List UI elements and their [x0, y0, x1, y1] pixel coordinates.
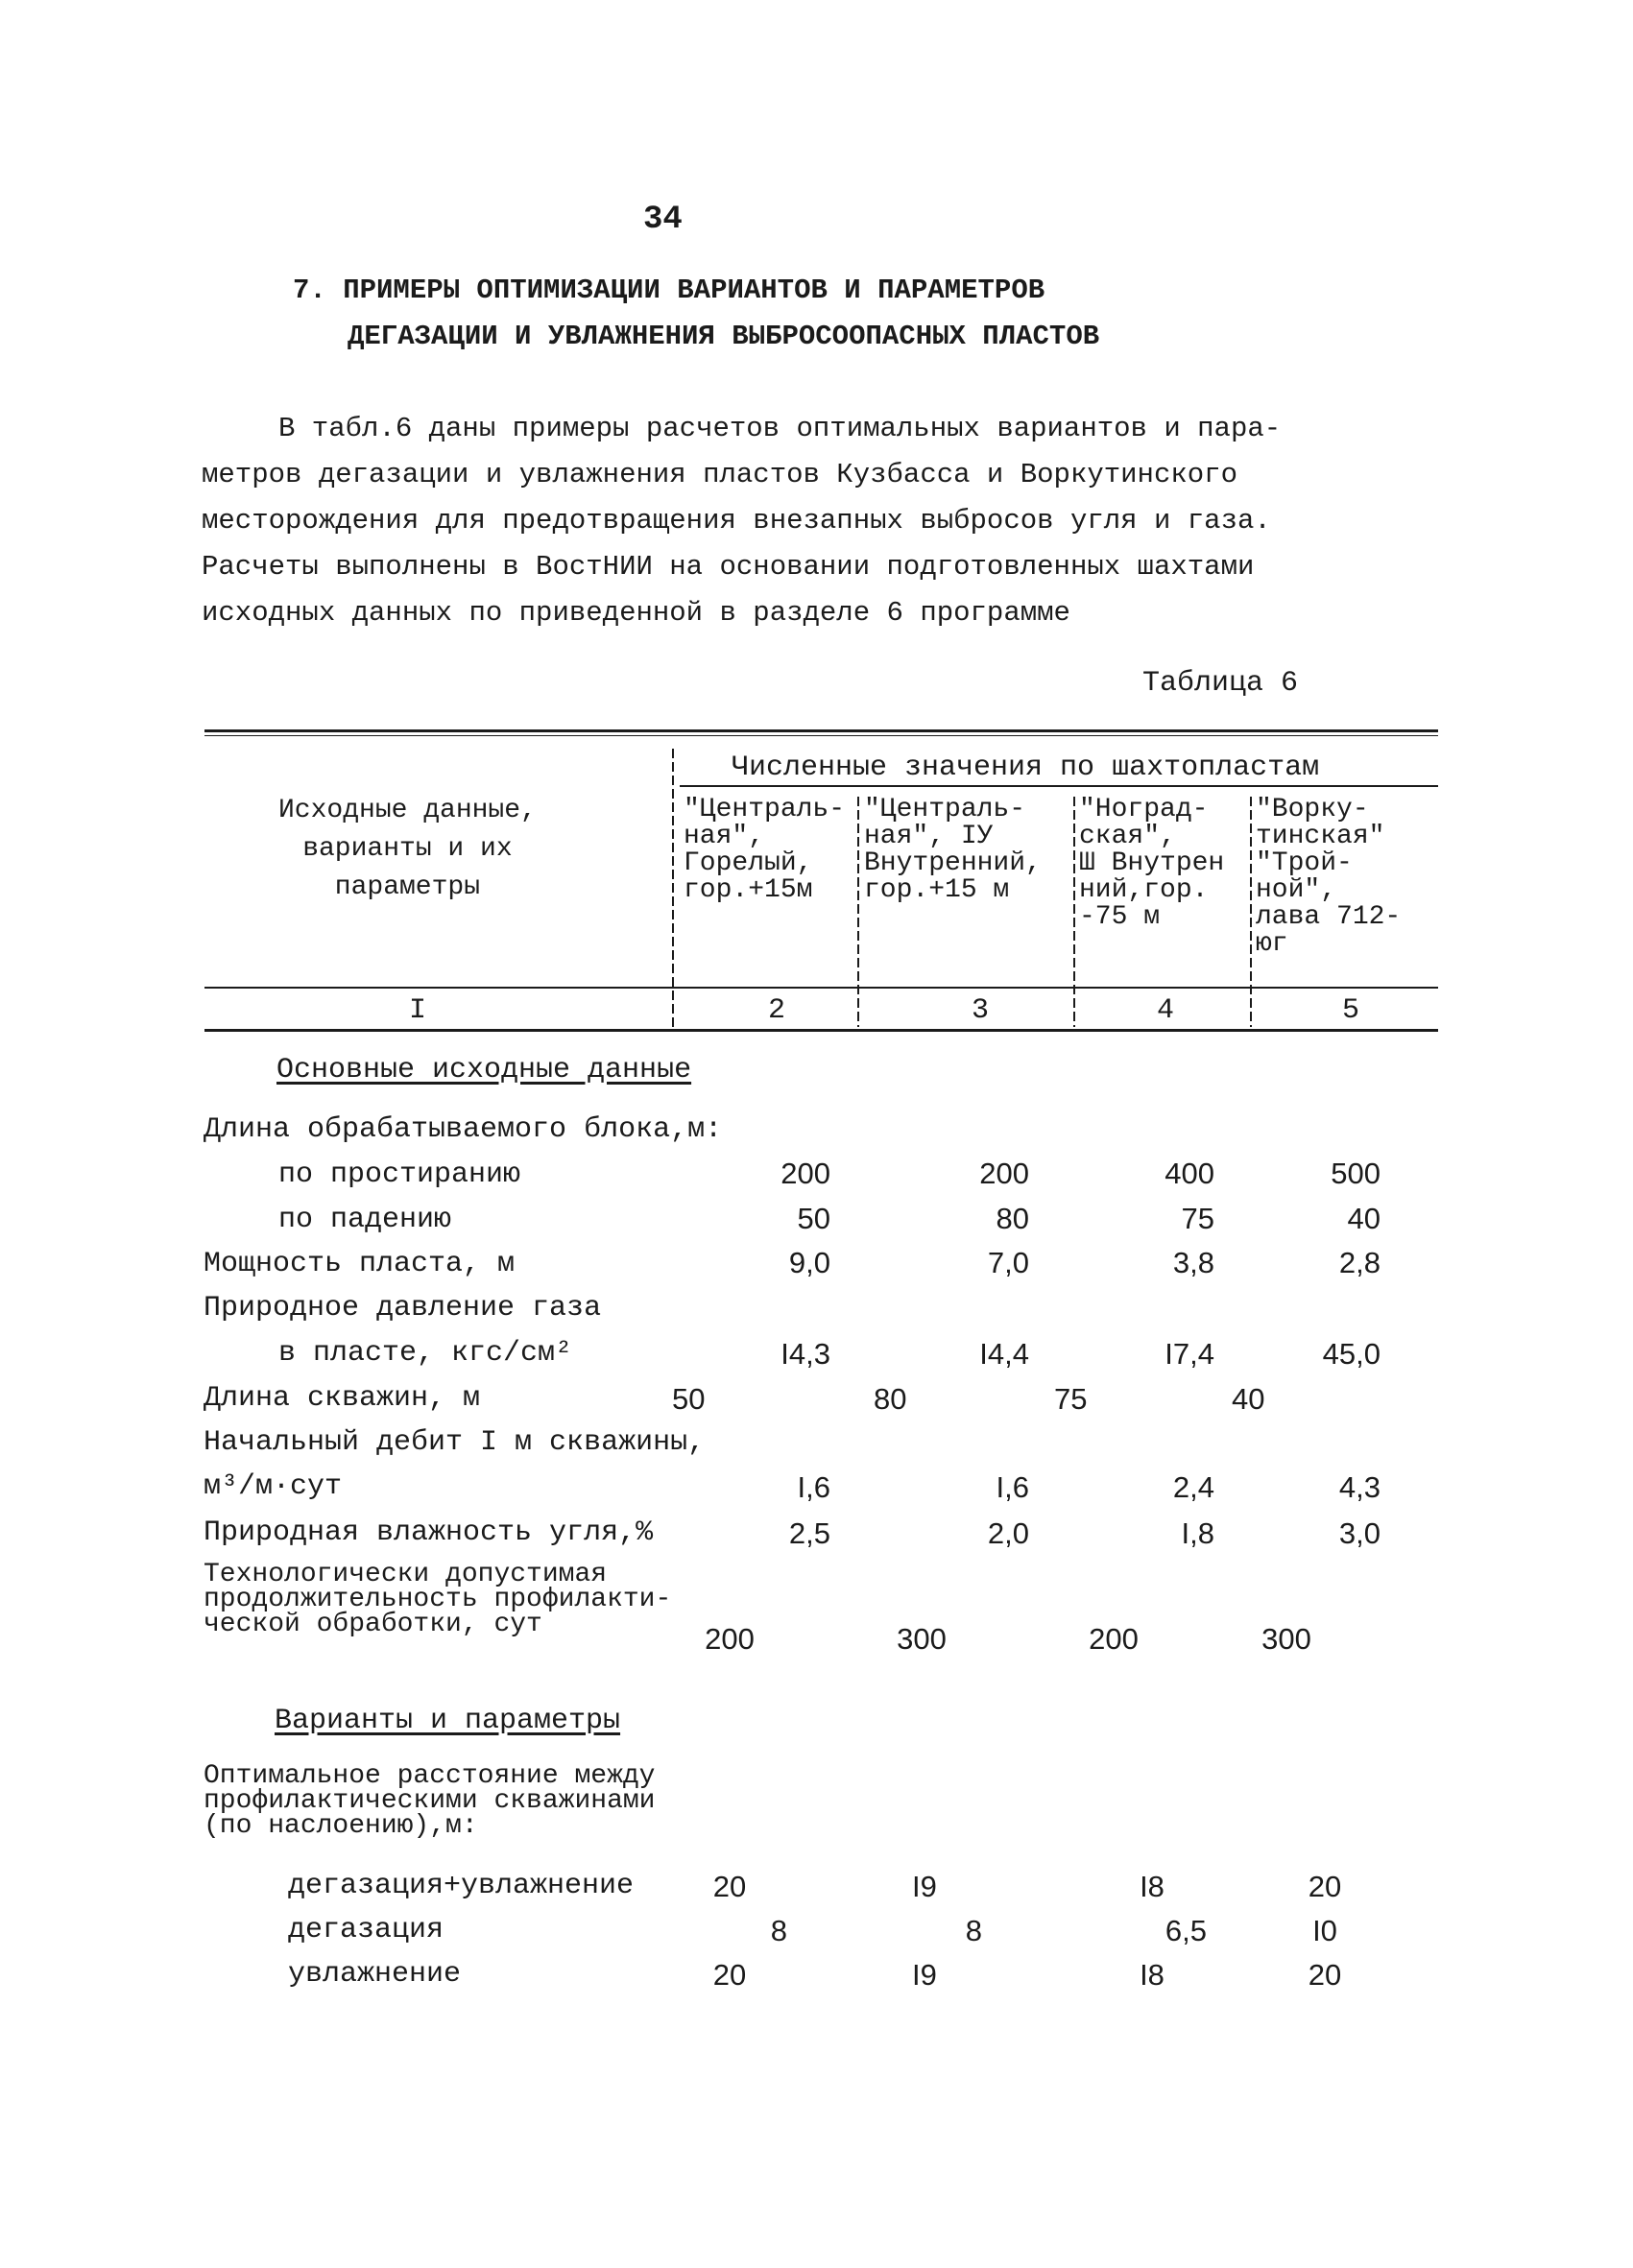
cell-value: 200 — [705, 1622, 755, 1656]
cell-value: I7,4 — [1165, 1337, 1214, 1371]
cell-value: I4,3 — [780, 1337, 830, 1371]
row-label: в пласте, кгс/см² — [278, 1337, 573, 1370]
section-title-basic-data: Основные исходные данные — [276, 1054, 692, 1086]
row-label: Природная влажность угля,% — [204, 1516, 654, 1549]
paragraph-line-5: исходных данных по приведенной в разделе 6 программе — [202, 597, 1070, 629]
cell-value: 75 — [1054, 1382, 1088, 1416]
header-col-4: "Ноград- ская", Ш Внутрен ний,гор. -75 м — [1079, 795, 1225, 932]
cell-value: 75 — [1181, 1202, 1214, 1235]
column-separator — [1250, 797, 1252, 1027]
cell-value: I9 — [912, 1958, 937, 1992]
cell-value: 2,8 — [1338, 1246, 1381, 1279]
row-label: Начальный дебит I м скважины, — [204, 1426, 706, 1459]
paragraph-line-2: метров дегазации и увлажнения пластов Кузбасса и Воркутинского — [202, 459, 1237, 490]
cell-value: I,8 — [1181, 1516, 1214, 1550]
row-label: увлажнение — [288, 1958, 462, 1991]
row-label: по падению — [278, 1204, 452, 1236]
row-label: м³/м·сут — [204, 1470, 343, 1503]
column-number-2: 2 — [768, 994, 786, 1027]
cell-value: 200 — [780, 1157, 830, 1190]
cell-value: 50 — [672, 1382, 706, 1416]
table-caption: Таблица 6 — [1142, 667, 1299, 700]
cell-value: 300 — [897, 1622, 947, 1656]
cell-value: 400 — [1165, 1157, 1214, 1190]
cell-value: 20 — [712, 1958, 747, 1992]
header-bottom-rule — [204, 987, 1438, 989]
row-label: по простиранию — [278, 1158, 521, 1191]
column-separator — [857, 797, 859, 1027]
cell-value: 3,0 — [1338, 1516, 1381, 1550]
cell-value: I0 — [1312, 1914, 1337, 1947]
cell-value: 2,5 — [788, 1516, 830, 1550]
column-separator — [1073, 797, 1075, 1027]
cell-value: I4,4 — [979, 1337, 1029, 1371]
cell-value: 2,4 — [1172, 1470, 1214, 1504]
cell-value: I8 — [1140, 1958, 1165, 1992]
cell-value: I,6 — [996, 1470, 1029, 1504]
column-number-5: 5 — [1342, 994, 1360, 1027]
paragraph-line-1: В табл.6 даны примеры расчетов оптимальных вариантов и пара- — [278, 413, 1282, 444]
row-label: дегазация — [288, 1914, 444, 1946]
column-separator — [672, 749, 674, 1027]
cell-value: 500 — [1331, 1157, 1381, 1190]
cell-value: 8 — [965, 1914, 982, 1947]
cell-value: 300 — [1261, 1622, 1311, 1656]
cell-value: 45,0 — [1322, 1337, 1381, 1371]
cell-value: 20 — [1308, 1870, 1342, 1903]
cell-value: 6,5 — [1165, 1914, 1207, 1947]
cell-value: I,6 — [797, 1470, 830, 1504]
cell-value: 50 — [797, 1202, 830, 1235]
group-header-rule — [680, 785, 1438, 787]
row-label: дегазация+увлажнение — [288, 1870, 635, 1902]
cell-value: 40 — [1347, 1202, 1381, 1235]
row-label: Технологически допустимая продолжительность профилакти- ческой обработки, сут — [204, 1560, 672, 1639]
column-number-1: I — [409, 994, 427, 1027]
row-label: Длина обрабатываемого блока,м: — [204, 1113, 723, 1146]
cell-value: 9,0 — [788, 1246, 830, 1279]
row-label: Мощность пласта, м — [204, 1248, 516, 1280]
cell-value: 20 — [712, 1870, 747, 1903]
cell-value: 80 — [996, 1202, 1029, 1235]
section-heading-line-2: ДЕГАЗАЦИИ И УВЛАЖНЕНИЯ ВЫБРОСООПАСНЫХ ПЛАСТОВ — [348, 321, 1100, 352]
cell-value: I9 — [912, 1870, 937, 1903]
column-numbers-rule — [204, 1029, 1438, 1032]
table-top-rule — [204, 729, 1438, 732]
column-number-4: 4 — [1157, 994, 1175, 1027]
cell-value: 3,8 — [1172, 1246, 1214, 1279]
column-number-3: 3 — [972, 994, 990, 1027]
cell-value: 4,3 — [1338, 1470, 1381, 1504]
section-heading-line-1: 7. ПРИМЕРЫ ОПТИМИЗАЦИИ ВАРИАНТОВ И ПАРАМЕТРОВ — [293, 275, 1045, 306]
section-title-variants: Варианты и параметры — [275, 1705, 621, 1737]
cell-value: 200 — [1089, 1622, 1139, 1656]
row-label: Природное давление газа — [204, 1292, 602, 1325]
cell-value: 80 — [874, 1382, 907, 1416]
paragraph-line-3: месторождения для предотвращения внезапных выбросов угля и газа. — [202, 505, 1271, 537]
cell-value: I8 — [1140, 1870, 1165, 1903]
page-number: 34 — [643, 202, 683, 238]
row-label: Длина скважин, м — [204, 1382, 481, 1415]
cell-value: 40 — [1232, 1382, 1265, 1416]
header-col-3: "Централь- ная", IУ Внутренний, гор.+15 м — [864, 795, 1042, 905]
cell-value: 8 — [770, 1914, 787, 1947]
cell-value: 200 — [979, 1157, 1029, 1190]
cell-value: 2,0 — [987, 1516, 1029, 1550]
cell-value: 20 — [1308, 1958, 1342, 1992]
table-top-rule-thin — [204, 735, 1438, 736]
header-col-2: "Централь- ная", Горелый, гор.+15м — [684, 795, 846, 905]
paragraph-line-4: Расчеты выполнены в ВостНИИ на основании подготовленных шахтами — [202, 551, 1255, 583]
header-col-5: "Ворку- тинская" "Трой- ной", лава 712- юг — [1256, 795, 1402, 959]
row-label: Оптимальное расстояние между профилактическими скважинами (по наслоению),м: — [204, 1761, 656, 1841]
header-group-title: Численные значения по шахтопластам — [732, 752, 1320, 784]
header-left-cell: Исходные данные, варианты и их параметры — [278, 796, 537, 902]
cell-value: 7,0 — [987, 1246, 1029, 1279]
